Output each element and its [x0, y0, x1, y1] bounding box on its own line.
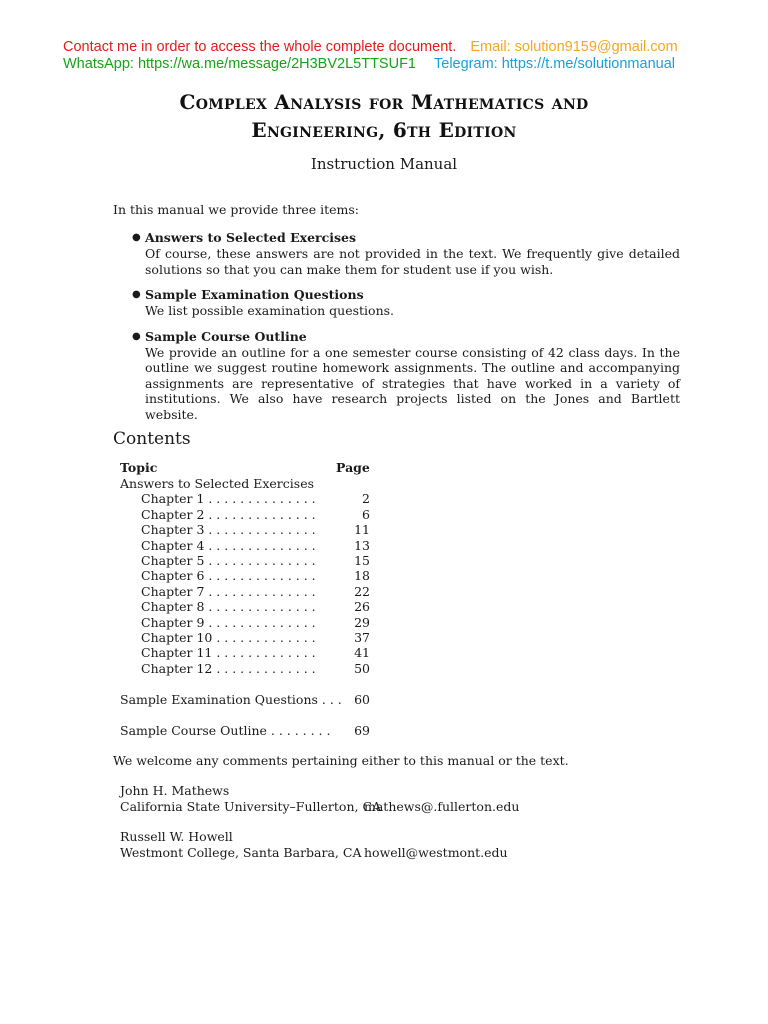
item-title: Answers to Selected Exercises: [145, 230, 356, 245]
toc-row: [120, 491, 380, 506]
list-item: [128, 329, 680, 423]
toc-group-label: [120, 476, 380, 491]
author-email: mathews@.fullerton.edu: [364, 798, 520, 814]
bullet-icon: ●: [132, 232, 141, 243]
toc-entry-label: Chapter 9 . . . . . . . . . . . . . .: [141, 614, 316, 630]
toc-row: [120, 568, 380, 583]
toc-entry-page: 50: [354, 660, 370, 676]
closing-paragraph: We welcome any comments pertaining either to this manual or the text.: [113, 753, 569, 768]
toc-entry-page: 22: [354, 583, 370, 599]
toc-row: [120, 522, 380, 537]
toc-entry-page: 18: [354, 568, 370, 584]
toc-entry-label: Chapter 4 . . . . . . . . . . . . . .: [141, 537, 316, 553]
author-name: Russell W. Howell: [120, 829, 233, 844]
list-item: [128, 230, 680, 277]
promo-whatsapp: WhatsApp: https://wa.me/message/2H3BV2L5TTSUF1: [63, 56, 416, 72]
toc-entry-page: 11: [354, 522, 370, 538]
toc-entry-label: Chapter 2 . . . . . . . . . . . . . .: [141, 506, 316, 522]
toc-entry-page: 29: [354, 614, 370, 630]
document-title-line-2: Engineering, 6th Edition: [251, 118, 517, 142]
toc-row: [120, 507, 380, 522]
toc-spacer: [120, 707, 380, 723]
author-affiliation-row: [120, 844, 508, 861]
toc-row: [120, 615, 380, 630]
author-block: [120, 783, 520, 814]
toc-entry-label: Chapter 8 . . . . . . . . . . . . . .: [141, 599, 316, 615]
contents-heading: Contents: [113, 429, 191, 449]
toc-header-topic: Topic: [120, 460, 158, 475]
toc-entry-page: 69: [354, 723, 370, 739]
author-affiliation: California State University–Fullerton, CA: [120, 798, 382, 814]
document-title-line-1: Complex Analysis for Mathematics and: [179, 90, 589, 114]
item-description: We provide an outline for a one semester course consisting of 42 class days. In the outline we suggest routine homework assignments. The outline and accompanying assignments are representative of strategies that have worked in a variety of institutions. We also have research projects listed on the Jones and Bartlett website.: [145, 344, 680, 422]
item-title: Sample Course Outline: [145, 328, 307, 344]
toc-entry-label: Chapter 1 . . . . . . . . . . . . . .: [141, 491, 316, 507]
promo-telegram: Telegram: https://t.me/solutionmanual: [434, 56, 675, 72]
toc-entry-page: 2: [362, 491, 370, 507]
toc-row: [120, 584, 380, 599]
toc-entry-page: 15: [354, 552, 370, 568]
toc-row: [120, 553, 380, 568]
toc-row: [120, 661, 380, 676]
toc-group-text: Answers to Selected Exercises: [120, 476, 315, 491]
toc-row: [120, 630, 380, 645]
toc-entry-page: 6: [362, 506, 370, 522]
author-block: [120, 829, 508, 860]
author-affiliation: Westmont College, Santa Barbara, CA: [120, 844, 362, 860]
table-of-contents: [120, 460, 380, 739]
toc-entry-page: 26: [354, 599, 370, 615]
bullet-icon: ●: [132, 289, 141, 300]
toc-entry-page: 60: [354, 692, 370, 708]
item-description: We list possible examination questions.: [145, 303, 395, 318]
toc-entry-page: 13: [354, 537, 370, 553]
toc-spacer: [120, 676, 380, 692]
toc-entry-label: Chapter 11 . . . . . . . . . . . . .: [141, 645, 316, 661]
toc-entry-label: Chapter 6 . . . . . . . . . . . . . .: [141, 568, 316, 584]
author-name: John H. Mathews: [120, 783, 230, 798]
toc-row: [120, 645, 380, 660]
toc-entry-label: Chapter 3 . . . . . . . . . . . . . .: [141, 522, 316, 538]
item-description: Of course, these answers are not provided in the text. We frequently give detailed solutions so that you can make them for student use if you wish.: [145, 246, 680, 277]
promo-line-2: [63, 55, 753, 73]
document-subtitle: Instruction Manual: [310, 155, 458, 173]
toc-entry-label: Sample Course Outline . . . . . . . .: [120, 723, 331, 739]
toc-row: [120, 599, 380, 614]
toc-entry-label: Chapter 5 . . . . . . . . . . . . . .: [141, 552, 316, 568]
items-list: [128, 230, 680, 432]
toc-entry-label: Chapter 10 . . . . . . . . . . . . .: [141, 629, 316, 645]
toc-entry-page: 37: [354, 629, 370, 645]
toc-row-exam: [120, 692, 380, 707]
toc-entry-label: Chapter 12 . . . . . . . . . . . . .: [141, 660, 316, 676]
toc-row-outline: [120, 723, 380, 738]
toc-entry-page: 41: [354, 645, 370, 661]
author-email: howell@westmont.edu: [364, 844, 508, 860]
toc-header-page: Page: [336, 460, 370, 475]
intro-paragraph: In this manual we provide three items:: [113, 202, 359, 217]
list-item: [128, 287, 680, 319]
contact-notice: Contact me in order to access the whole complete document.: [63, 39, 457, 55]
item-title: Sample Examination Questions: [145, 287, 364, 302]
toc-row: [120, 538, 380, 553]
toc-entry-label: Chapter 7 . . . . . . . . . . . . . .: [141, 583, 316, 599]
author-affiliation-row: [120, 798, 520, 815]
bullet-icon: ●: [132, 330, 141, 342]
toc-entry-label: Sample Examination Questions . . .: [120, 692, 342, 708]
toc-header-row: [120, 460, 380, 476]
promo-email: Email: solution9159@gmail.com: [470, 39, 678, 55]
promo-line-1: [63, 38, 753, 56]
